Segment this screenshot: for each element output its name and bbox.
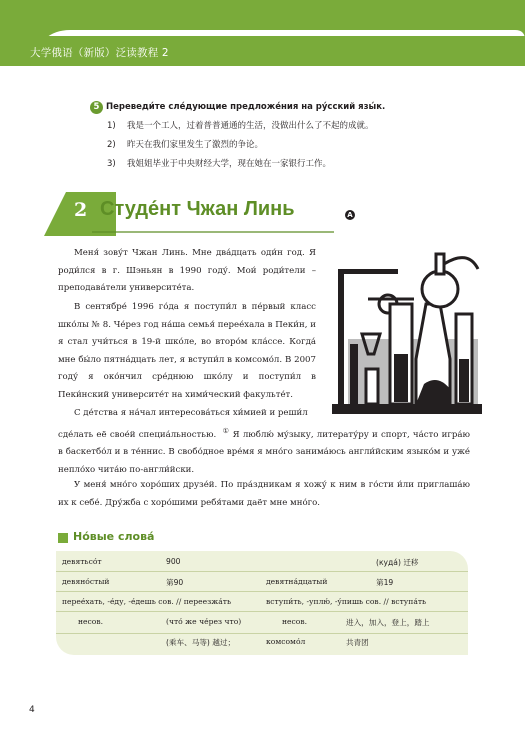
audio-badge: A	[345, 210, 355, 220]
vocab-table	[56, 551, 468, 655]
exercise-item: 2) 昨天在我们家里发生了激烈的争论。	[107, 140, 264, 150]
vocab-word: перее́хать, -е́ду, -е́дешь сов. // переезжа́ть	[62, 597, 232, 606]
vocab-translation: 第19	[376, 578, 394, 587]
vocab-word: девятна́дцатый	[266, 577, 328, 586]
vocab-word: вступи́ть, -уплю́, -у́пишь сов. // вступа́ть	[266, 597, 427, 606]
exercise-instruction: Переведи́те сле́дующие предложе́ния на ру́сский язы́к.	[106, 102, 386, 112]
vocab-word: несов.	[282, 617, 308, 626]
vocab-word: несов.	[78, 617, 104, 626]
paragraph-3: сде́лать её свое́й специа́льностью. ① Я люблю́ му́зыку, литерату́ру и спорт, ча́сто игра́ю в баскетбо́л и в те́ннис. В свобо́дное вре́мя я мно́го занима́юсь англи́йским языко́м и уже́ непло́хо чита́ю по-англи́йски.	[58, 427, 471, 475]
paragraph-2: В сентябре́ 1996 го́да я поступи́л в пе́рвый класс шко́лы № 8. Че́рез год на́ша семья́ перее́хала в Пеки́н, и я стал учи́ться в 19-й шко́ле, во второ́м кла́ссе. Когда́ мне бы́ло пятна́дцать лет, я вступи́л в комсомо́л. В 2007 году́ я око́нчил сре́днюю шко́лу и поступи́л в Пеки́нский университе́т на хими́ческий факульте́т.	[58, 302, 316, 400]
chemistry-apparatus-illustration	[328, 244, 490, 424]
paragraph-1: Меня́ зову́т Чжан Линь. Мне два́дцать оди́н год. Я роди́лся в г. Шэньян в 1990 году́. Мои́ роди́тели – преподава́тели университе́та.	[58, 248, 316, 293]
exercise-item: 1) 我是一个工人，过着普普通通的生活，没做出什么了不起的成就。	[107, 121, 374, 131]
vocab-word: девяно́стый	[62, 577, 110, 586]
vocab-translation: 进入，加入，登上，踏上	[346, 618, 430, 627]
vocab-translation: (что́ же че́рез что)	[166, 617, 242, 626]
vocab-heading-label: Но́вые слова́	[73, 530, 155, 543]
lesson-heading	[44, 192, 334, 236]
paragraph-3-start: С де́тства я на́чал интересова́ться хи́мией и реши́л	[74, 408, 308, 418]
vocab-translation: 共青团	[346, 638, 369, 647]
footnote-marker: ①	[222, 427, 230, 435]
vocab-word: девятьсо́т	[62, 557, 102, 566]
vocab-translation: 第90	[166, 578, 184, 587]
vocab-translation: (куда́) 迁移	[376, 558, 419, 567]
lesson-number: 2	[74, 199, 88, 221]
page-number: 4	[29, 705, 35, 715]
lesson-title: Студе́нт Чжан Линь	[100, 198, 295, 220]
book-title: 大学俄语（新版）泛读教程 2	[30, 47, 169, 59]
exercise-number: 5	[90, 101, 103, 114]
paragraph-4: У меня́ мно́го хоро́ших друзе́й. По пра́здникам я хожу́ к ним в го́сти и́ли приглаша́ю их к себе́. Дру́жба с хоро́шими ребя́тами даёт мне мно́го.	[58, 480, 470, 508]
exercise-item: 3) 我姐姐毕业于中央财经大学，现在她在一家银行工作。	[107, 159, 332, 169]
vocab-translation: (乘车、马等) 越过；	[166, 638, 236, 647]
vocab-heading-marker	[58, 533, 68, 543]
vocab-translation: 900	[166, 557, 181, 566]
vocab-heading	[58, 530, 188, 546]
vocab-word: комсомо́л	[266, 637, 306, 646]
